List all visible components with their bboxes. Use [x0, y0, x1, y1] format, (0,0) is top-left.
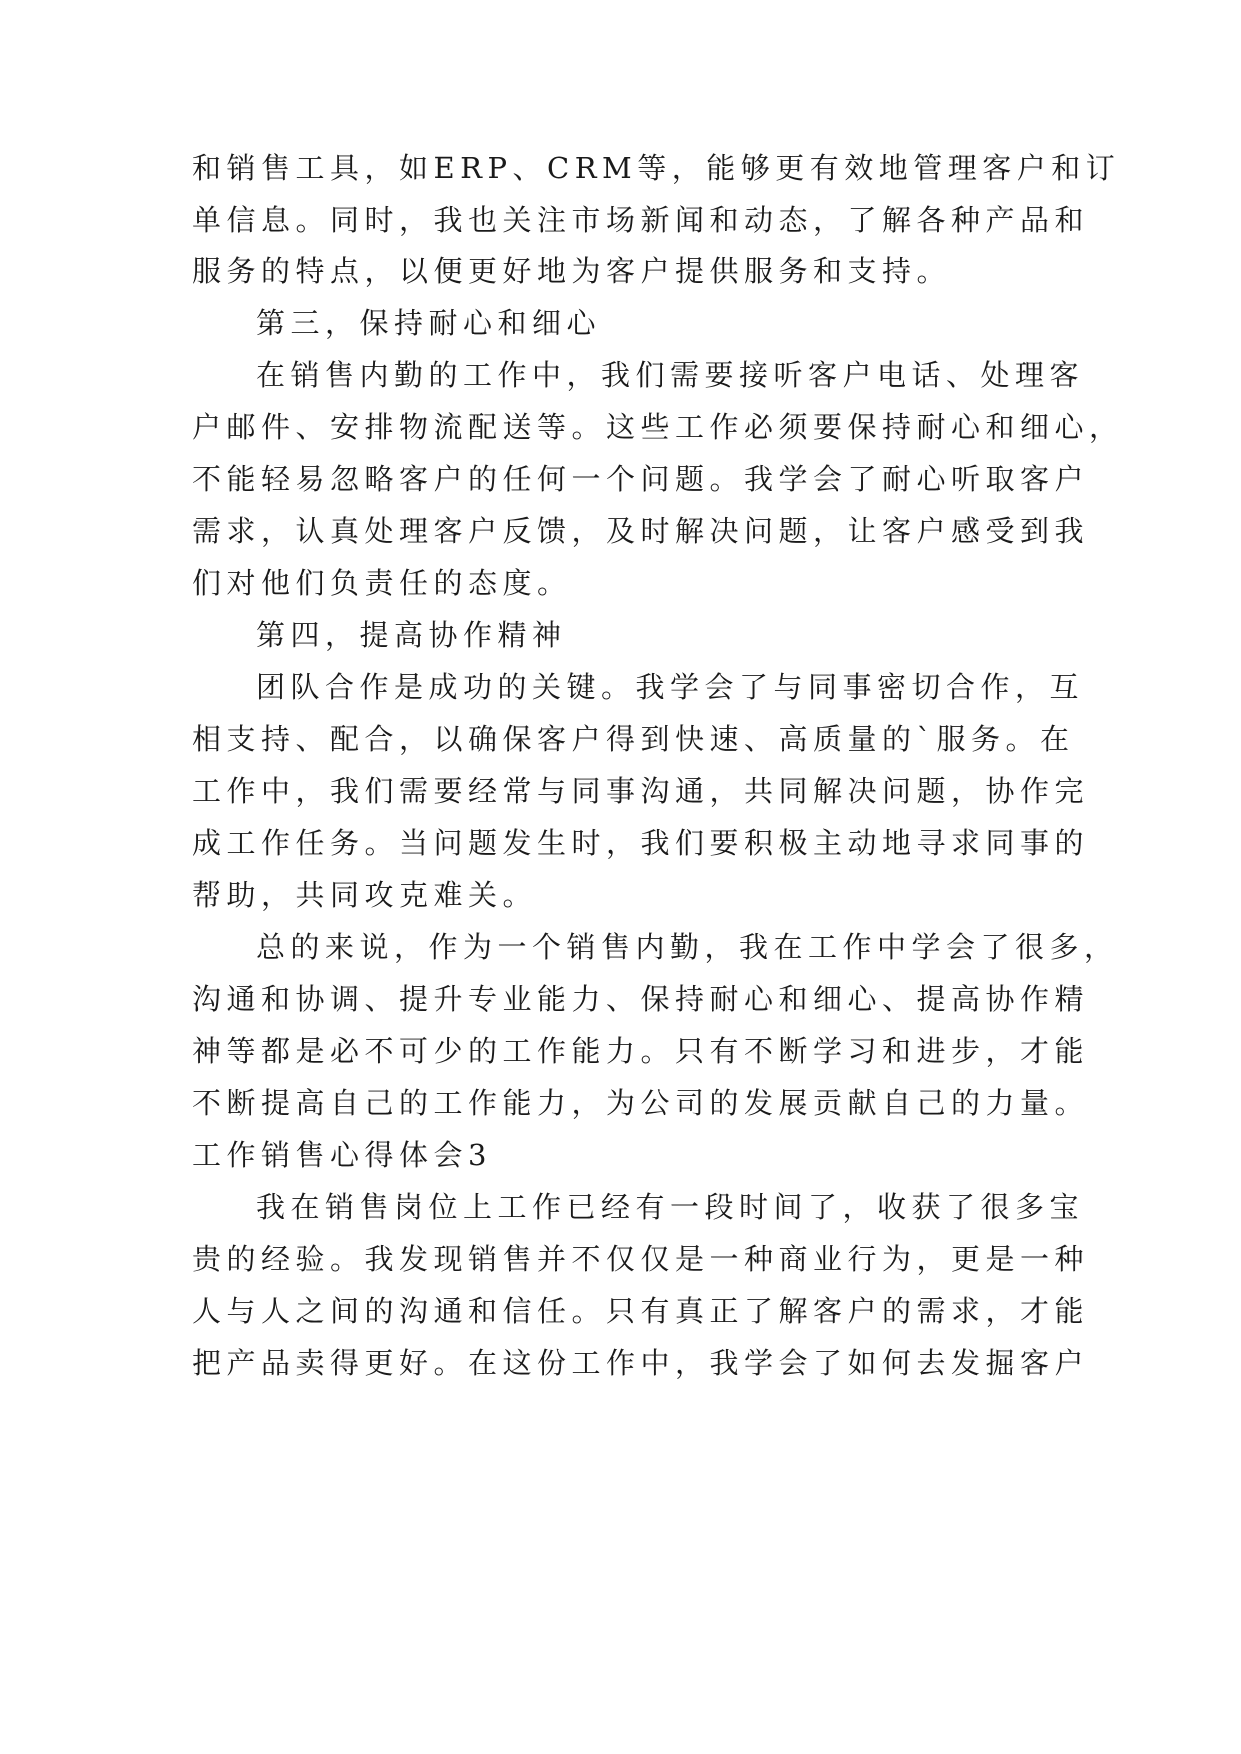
text-line: 们对他们负责任的态度。 — [192, 566, 572, 600]
text-line: 和销售工具，如ERP、CRM等，能够更有效地管理客户和订 — [192, 151, 1121, 185]
section-heading: 第三，保持耐心和细心 — [256, 306, 602, 340]
paragraph-first-line: 我在销售岗位上工作已经有一段时间了，收获了很多宝 — [256, 1190, 1085, 1224]
text-line: 人与人之间的沟通和信任。只有真正了解客户的需求，才能 — [192, 1294, 1090, 1328]
paragraph-first-line: 总的来说，作为一个销售内勤，我在工作中学会了很多， — [256, 930, 1119, 964]
paragraph-first-line: 在销售内勤的工作中，我们需要接听客户电话、处理客 — [256, 358, 1085, 392]
text-line: 单信息。同时，我也关注市场新闻和动态，了解各种产品和 — [192, 203, 1090, 237]
text-line: 把产品卖得更好。在这份工作中，我学会了如何去发掘客户 — [192, 1346, 1090, 1380]
text-line: 不断提高自己的工作能力，为公司的发展贡献自己的力量。 — [192, 1086, 1090, 1120]
text-line: 沟通和协调、提升专业能力、保持耐心和细心、提高协作精 — [192, 982, 1090, 1016]
text-line: 需求，认真处理客户反馈，及时解决问题，让客户感受到我 — [192, 514, 1090, 548]
text-line: 服务的特点，以便更好地为客户提供服务和支持。 — [192, 254, 952, 288]
text-line: 帮助，共同攻克难关。 — [192, 878, 538, 912]
section-heading: 第四，提高协作精神 — [256, 618, 567, 652]
text-line: 贵的经验。我发现销售并不仅仅是一种商业行为，更是一种 — [192, 1242, 1090, 1276]
text-line: 工作中，我们需要经常与同事沟通，共同解决问题，协作完 — [192, 774, 1090, 808]
text-line: 相支持、配合，以确保客户得到快速、高质量的`服务。在 — [192, 722, 1075, 756]
text-line: 神等都是必不可少的工作能力。只有不断学习和进步，才能 — [192, 1034, 1090, 1068]
text-line: 户邮件、安排物流配送等。这些工作必须要保持耐心和细心， — [192, 410, 1124, 444]
section-title: 工作销售心得体会3 — [192, 1138, 492, 1172]
paragraph-first-line: 团队合作是成功的关键。我学会了与同事密切合作，互 — [256, 670, 1085, 704]
text-line: 成工作任务。当问题发生时，我们要积极主动地寻求同事的 — [192, 826, 1090, 860]
text-line: 不能轻易忽略客户的任何一个问题。我学会了耐心听取客户 — [192, 462, 1090, 496]
